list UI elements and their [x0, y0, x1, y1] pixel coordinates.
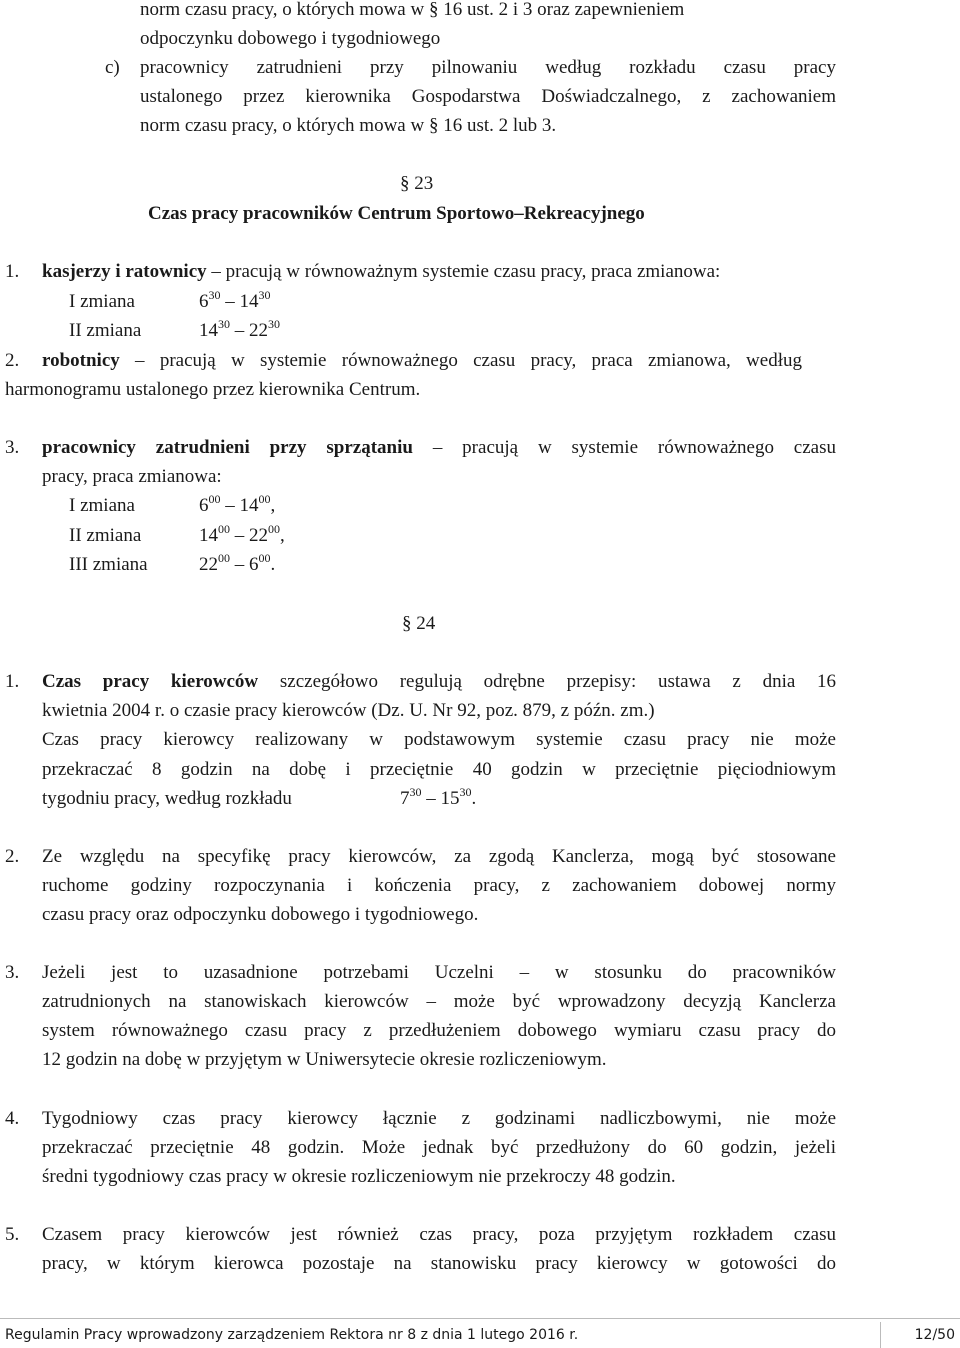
text-line: pracownicy zatrudnieni przy pilnowaniu według rozkładu czasu pracy — [140, 57, 836, 78]
list-number: 5. — [5, 1224, 20, 1245]
text-line: ustalonego przez kierownika Gospodarstwa Doświadczalnego, z zachowaniem — [140, 86, 836, 107]
work-hours: $7^{30} - 15^{30}$. — [400, 785, 477, 809]
list-number: 1. — [5, 261, 20, 282]
shift-hours: $6^{30} - 14^{30}$ — [199, 288, 271, 312]
section-number: § 23 — [400, 173, 434, 194]
text-line: harmonogramu ustalonego przez kierownika Centrum. — [5, 379, 421, 400]
text-line: pracownicy zatrudnieni przy sprzątaniu – pracują w systemie równoważnego czasu — [42, 437, 836, 458]
section-symbol: § — [400, 173, 410, 194]
text-line: kasjerzy i ratownicy – pracują w równoważnym systemie czasu pracy, praca zmianowa: — [42, 261, 721, 282]
list-number: 4. — [5, 1108, 20, 1129]
text-line: Czasem pracy kierowców jest również czas pracy, poza przyjętym rozkładem czasu — [42, 1224, 836, 1245]
section-number: § 24 — [402, 613, 436, 634]
text-line: Ze względu na specyfikę pracy kierowców, za zgodą Kanclerza, mogą być stosowane — [42, 846, 836, 867]
text-line: norm czasu pracy, o których mowa w § 16 ust. 2 lub 3. — [140, 115, 557, 136]
text-line: przekraczać 8 godzin na dobę i przeciętnie 40 godzin w przeciętnie pięciodniowym — [42, 759, 836, 780]
text-line: ruchome godziny rozpoczynania i kończenia pracy, z zachowaniem dobowej normy — [42, 875, 836, 896]
section-symbol: § — [428, 0, 439, 20]
text-line: robotnicy – pracują w systemie równoważnego czasu pracy, praca zmianowa, według — [42, 350, 802, 371]
text-line: tygodniu pracy, według rozkładu — [42, 788, 292, 809]
footer-title: Regulamin Pracy wprowadzony zarządzeniem Rektora nr 8 z dnia 1 lutego 2016 r. — [5, 1327, 579, 1343]
list-marker: c) — [105, 57, 120, 78]
text-line: norm czasu pracy, o których mowa w § 16 ust. 2 i 3 oraz zapewnieniem — [140, 0, 685, 20]
list-number: 1. — [5, 671, 20, 692]
text-line: zatrudnionych na stanowiskach kierowców – może być wprowadzony decyzją Kanclerza — [42, 991, 836, 1012]
text-line: Jeżeli jest to uzasadnione potrzebami Uczelni – w stosunku do pracowników — [42, 962, 836, 983]
shift-hours: $14^{30} - 22^{30}$ — [199, 317, 280, 341]
shift-label: I zmiana — [69, 495, 135, 516]
text-line: 12 godzin na dobę w przyjętym w Uniwersytecie okresie rozliczeniowym. — [42, 1049, 607, 1070]
text-line: pracy, praca zmianowa: — [42, 466, 222, 487]
shift-label: III zmiana — [69, 554, 148, 575]
text-line: Czas pracy kierowców szczegółowo regulują odrębne przepisy: ustawa z dnia 16 — [42, 671, 836, 692]
shift-label: II zmiana — [69, 525, 142, 546]
text-line: czasu pracy oraz odpoczynku dobowego i tygodniowego. — [42, 904, 479, 925]
text-line: kwietnia 2004 r. o czasie pracy kierowców (Dz. U. Nr 92, poz. 879, z późn. zm.) — [42, 700, 655, 721]
shift-label: II zmiana — [69, 320, 142, 341]
text-line: średni tygodniowy czas pracy w okresie rozliczeniowym nie przekroczy 48 godzin. — [42, 1166, 676, 1187]
page-footer — [5, 1327, 955, 1343]
page-number: 12/50 — [914, 1327, 955, 1343]
text-line: system równoważnego czasu pracy z przedłużeniem dobowego wymiaru czasu pracy do — [42, 1020, 836, 1041]
section-title: Czas pracy pracowników Centrum Sportowo–Rekreacyjnego — [148, 203, 645, 224]
text-line: pracy, w którym kierowca pozostaje na stanowisku pracy kierowcy w gotowości do — [42, 1253, 836, 1274]
section-symbol: § — [402, 613, 412, 634]
footer-divider — [0, 1318, 960, 1319]
shift-hours: $22^{00} - 6^{00}$. — [199, 551, 276, 575]
text-line: przekraczać przeciętnie 48 godzin. Może jednak być przedłużony do 60 godzin, jeżeli — [42, 1137, 836, 1158]
text-line: Czas pracy kierowcy realizowany w podstawowym systemie czasu pracy nie może — [42, 729, 836, 750]
shift-label: I zmiana — [69, 291, 135, 312]
text-line: odpoczynku dobowego i tygodniowego — [140, 28, 441, 49]
list-number: 2. — [5, 350, 20, 371]
text-line: Tygodniowy czas pracy kierowcy łącznie z godzinami nadliczbowymi, nie może — [42, 1108, 836, 1129]
list-number: 3. — [5, 962, 20, 983]
shift-hours: $14^{00} - 22^{00}$, — [199, 522, 285, 546]
list-number: 3. — [5, 437, 20, 458]
section-symbol: § — [428, 115, 439, 136]
shift-hours: $6^{00} - 14^{00}$, — [199, 492, 276, 516]
list-number: 2. — [5, 846, 20, 867]
